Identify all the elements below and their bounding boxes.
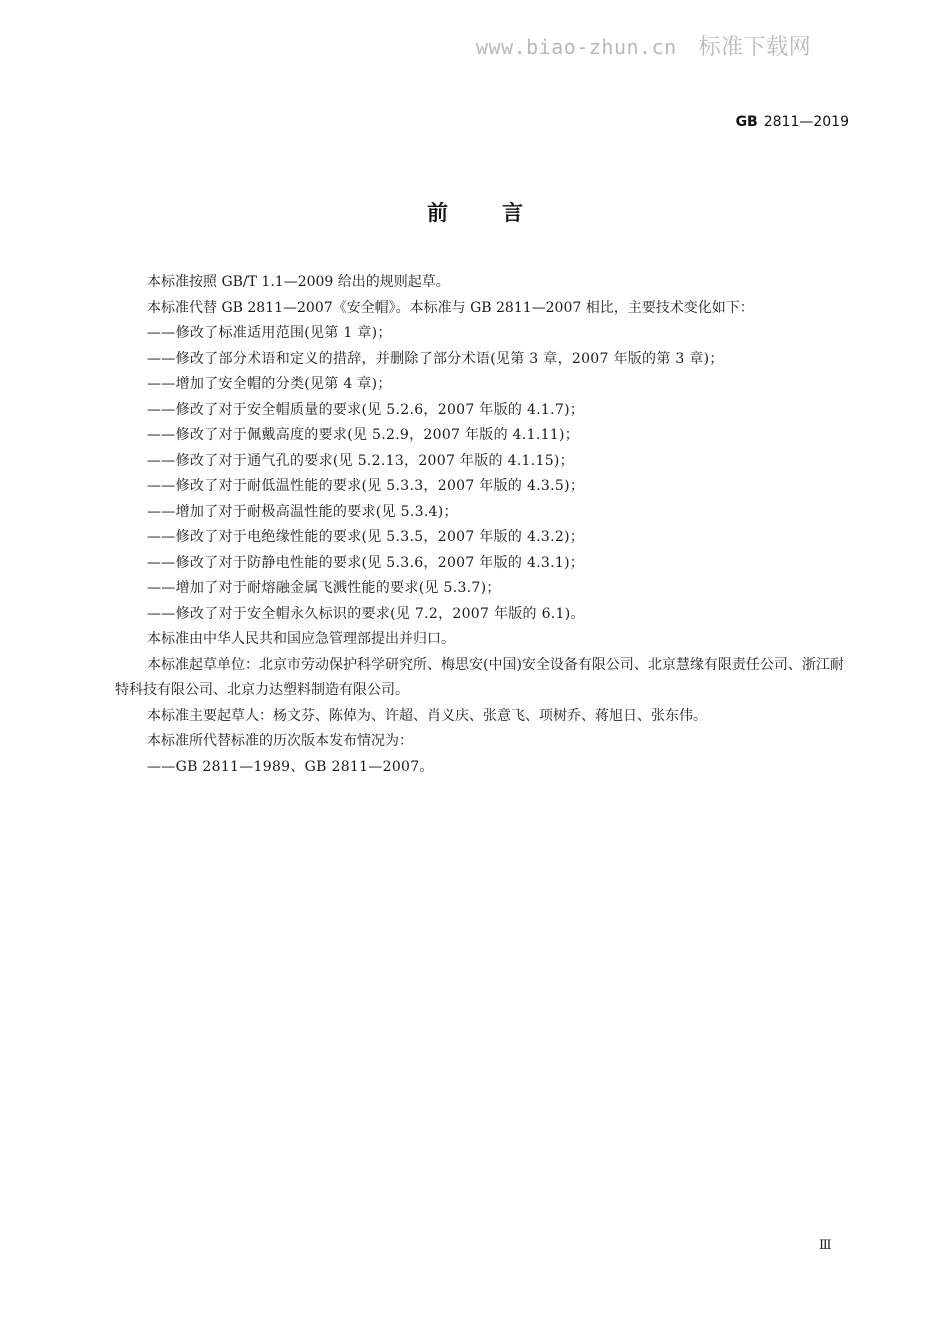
version-history-item: ——GB 2811—1989、GB 2811—2007。 xyxy=(147,758,434,775)
change-item: ——修改了对于安全帽永久标识的要求(见 7.2，2007 年版的 6.1)。 xyxy=(147,605,585,622)
change-item: ——修改了对于耐低温性能的要求(见 5.3.3，2007 年版的 4.3.5)； xyxy=(147,478,585,494)
watermark-url: www.biao-zhun.cn xyxy=(476,35,677,59)
change-item: ——修改了对于防静电性能的要求(见 5.3.6，2007 年版的 4.3.1)； xyxy=(147,554,585,571)
paragraph-version-history: 本标准所代替标准的历次版本发布情况为： xyxy=(147,733,413,749)
change-item: ——修改了对于通气孔的要求(见 5.2.13，2007 年版的 4.1.15)； xyxy=(147,452,574,469)
paragraph-drafters: 本标准主要起草人：杨文芬、陈倬为、许超、肖义庆、张意飞、项树乔、蒋旭日、张东伟。 xyxy=(147,707,707,724)
change-item: ——增加了对于耐熔融金属飞溅性能的要求(见 5.3.7)； xyxy=(147,580,501,596)
document-code xyxy=(736,114,849,130)
paragraph-proposer: 本标准由中华人民共和国应急管理部提出并归口。 xyxy=(147,631,455,647)
change-item: ——增加了安全帽的分类(见第 4 章)； xyxy=(147,376,392,392)
watermark-site-name: 标准下载网 xyxy=(698,35,812,60)
change-item: ——修改了部分术语和定义的措辞，并删除了部分术语(见第 3 章，2007 年版的第 3 章)； xyxy=(147,350,724,367)
change-item: ——修改了标准适用范围(见第 1 章)； xyxy=(147,325,392,341)
document-code-prefix: GB xyxy=(735,114,758,130)
page-number: Ⅲ xyxy=(819,1238,832,1253)
foreword-body xyxy=(115,270,850,780)
change-item: ——修改了对于安全帽质量的要求(见 5.2.6，2007 年版的 4.1.7)； xyxy=(147,401,585,418)
page-title: 前言 xyxy=(427,201,577,225)
change-item: ——增加了对于耐极高温性能的要求(见 5.3.4)； xyxy=(147,503,458,520)
paragraph-drafting-rules: 本标准按照 GB/T 1.1—2009 给出的规则起草。 xyxy=(147,274,450,290)
paragraph-drafting-units: 本标准起草单位：北京市劳动保护科学研究所、梅思安(中国)安全设备有限公司、北京慧缘有限责任公司、浙江耐特科技有限公司、北京力达塑料制造有限公司。 xyxy=(115,656,844,698)
change-item: ——修改了对于佩戴高度的要求(见 5.2.9，2007 年版的 4.1.11)； xyxy=(147,427,580,443)
change-item: ——修改了对于电绝缘性能的要求(见 5.3.5，2007 年版的 4.3.2)； xyxy=(147,529,585,545)
document-code-number: 2811—2019 xyxy=(763,114,849,130)
watermark xyxy=(476,30,811,61)
paragraph-replaces: 本标准代替 GB 2811—2007《安全帽》。本标准与 GB 2811—2007 相比，主要技术变化如下： xyxy=(147,299,754,316)
